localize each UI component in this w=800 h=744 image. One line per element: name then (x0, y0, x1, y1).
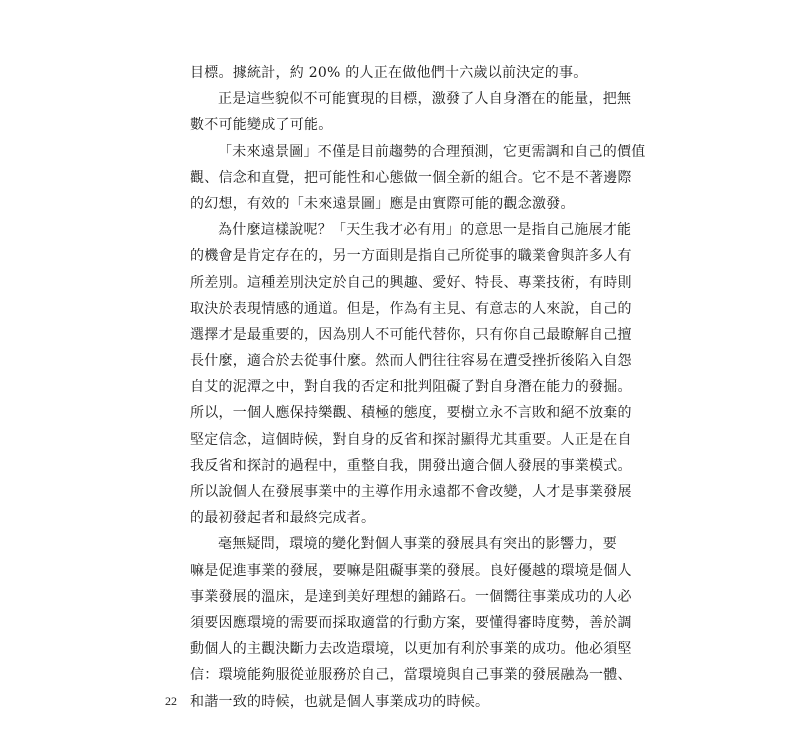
text-line: 毫無疑問，環境的變化對個人事業的發展具有突出的影響力，要 (218, 536, 617, 553)
text-line: 正是這些貌似不可能實現的目標，激發了人自身潛在的能量，把無 (218, 91, 632, 108)
text-line: 自艾的泥潭之中，對自我的否定和批判阻礙了對自身潛在能力的發掘。 (190, 379, 632, 396)
text-line: 的機會是肯定存在的，另一方面則是指自己所從事的職業會與許多人有 (190, 248, 632, 265)
text-line: 嘛是促進事業的發展，要嘛是阻礙事業的發展。良好優越的環境是個人 (190, 562, 632, 579)
text-line: 的最初發起者和最終完成者。 (190, 510, 376, 527)
page-number: 22 (165, 694, 177, 708)
text-line: 所差別。這種差別決定於自己的興趣、愛好、特長、專業技術，有時則 (190, 274, 632, 291)
text-line: 所以說個人在發展事業中的主導作用永遠都不會改變，人才是事業發展 (190, 484, 632, 500)
text-line: 須要因應環境的需要而採取適當的行動方案，要懂得審時度勢，善於調 (190, 614, 632, 631)
text-line: 堅定信念，這個時候，對自身的反省和探討顯得尤其重要。人正是在自 (190, 431, 632, 448)
text-line: 信：環境能夠服從並服務於自己，當環境與自己事業的發展融為一體、 (190, 667, 632, 684)
text-line: 我反省和探討的過程中，重整自我，開發出適合個人發展的事業模式。 (190, 457, 632, 474)
text-line: 和諧一致的時候，也就是個人事業成功的時候。 (190, 693, 490, 710)
text-line: 所以，一個人應保持樂觀、積極的態度，要樹立永不言敗和絕不放棄的 (190, 405, 632, 422)
text-line: 動個人的主觀決斷力去改造環境，以更加有利於事業的成功。他必須堅 (190, 641, 632, 658)
text-line: 數不可能變成了可能。 (190, 117, 333, 134)
text-line: 事業發展的溫床，是達到美好理想的鋪路石。一個嚮往事業成功的人必 (190, 588, 632, 605)
text-line: 取決於表現情感的通道。但是，作為有主見、有意志的人來說，自己的 (190, 300, 632, 317)
body-text (190, 60, 646, 715)
text-line: 為什麼這樣說呢？「天生我才必有用」的意思一是指自己施展才能 (218, 222, 632, 239)
text-line: 目標。據統計，約 20% 的人正在做他們十六歲以前決定的事。 (190, 65, 588, 81)
text-line: 「未來遠景圖」不僅是目前趨勢的合理預測，它更需調和自己的價值 (218, 143, 646, 160)
text-line: 的幻想，有效的「未來遠景圖」應是由實際可能的觀念激發。 (190, 195, 575, 212)
text-line: 選擇才是最重要的，因為別人不可能代替你，只有你自己最瞭解自己擅 (190, 326, 632, 343)
text-line: 觀、信念和直覺，把可能性和心態做一個全新的組合。它不是不著邊際 (190, 169, 632, 186)
text-line: 長什麼，適合於去從事什麼。然而人們往往容易在遭受挫折後陷入自怨 (190, 353, 632, 370)
